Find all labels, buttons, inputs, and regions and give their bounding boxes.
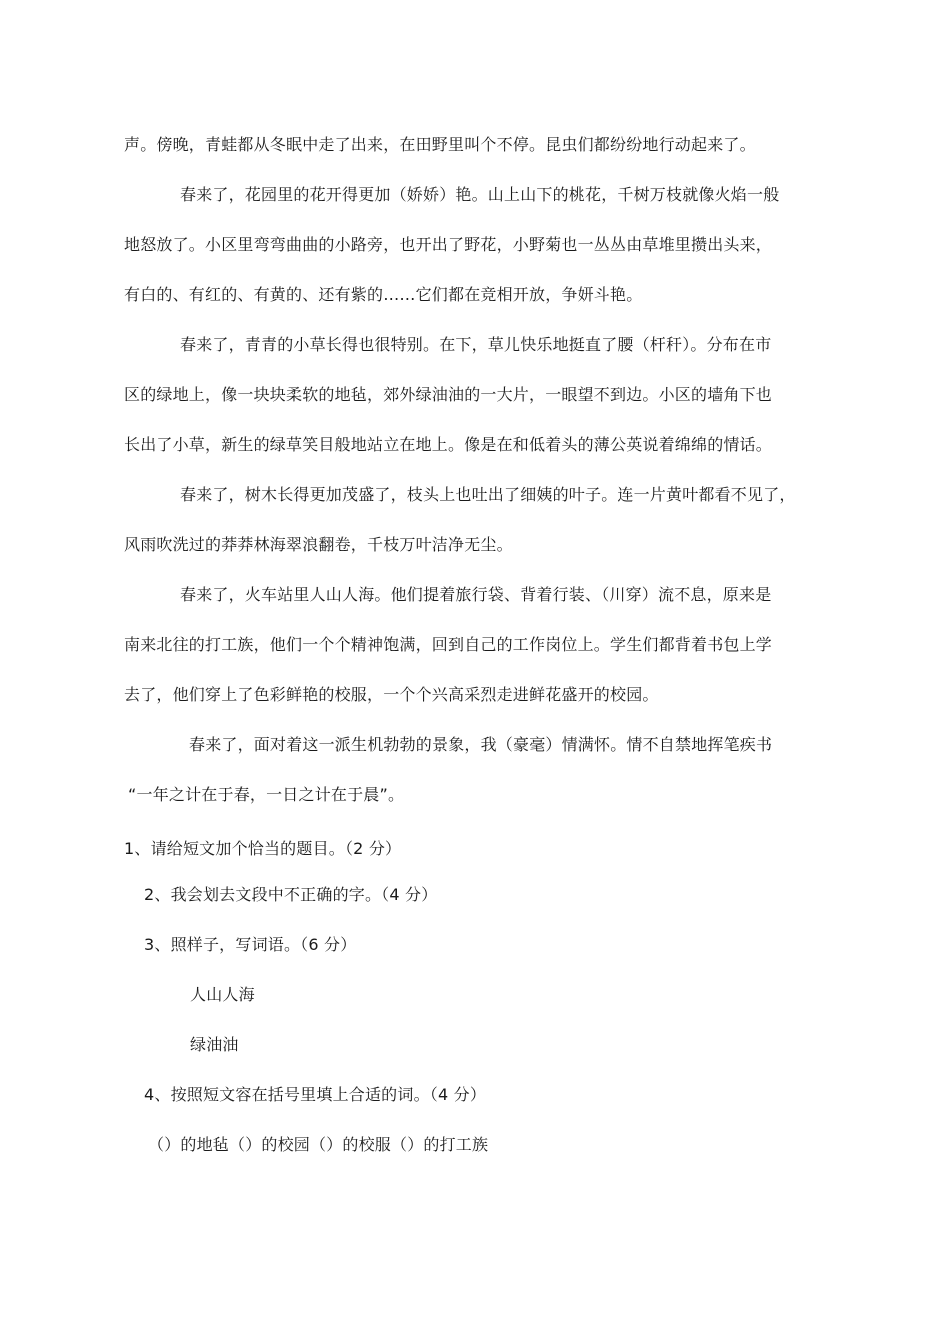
paragraph-2-line-1: 春来了，花园里的花开得更加（娇娇）艳。山上山下的桃花，千树万枝就像火焰一般: [180, 185, 780, 204]
paragraph-2-line-3: 有白的、有红的、有黄的、还有紫的……它们都在竞相开放，争妍斗艳。: [124, 285, 643, 304]
paragraph-2-line-2: 地怒放了。小区里弯弯曲曲的小路旁，也开出了野花，小野菊也一丛丛由草堆里攒出头来，: [124, 235, 773, 254]
question-2: 2、我会划去文段中不正确的字。（4 分）: [144, 885, 438, 904]
question-3: 3、照样子，写词语。（6 分）: [144, 935, 357, 954]
paragraph-5-line-2: 南来北往的打工族，他们一个个精神饱满，回到自己的工作岗位上。学生们都背着书包上学: [124, 635, 773, 654]
paragraph-3-line-2: 区的绿地上，像一块块柔软的地毡，郊外绿油油的一大片，一眼望不到边。小区的墙角下也: [124, 385, 773, 404]
paragraph-3-line-3: 长出了小草，新生的绿草笑目般地站立在地上。像是在和低着头的薄公英说着绵绵的情话。: [124, 435, 773, 454]
question-4: 4、按照短文容在括号里填上合适的词。（4 分）: [144, 1085, 487, 1104]
paragraph-6-line-1: 春来了，面对着这一派生机勃勃的景象，我（豪毫）情满怀。情不自禁地挥笔疾书: [189, 735, 773, 754]
paragraph-1-line-1: 声。傍晚，青蛙都从冬眠中走了出来，在田野里叫个不停。昆虫们都纷纷地行动起来了。: [124, 135, 756, 154]
question-4-blanks: （）的地毡（）的校园（）的校服（）的打工族: [148, 1135, 489, 1154]
paragraph-5-line-1: 春来了，火车站里人山人海。他们提着旅行袋、背着行装、（川穿）流不息，原来是: [180, 585, 772, 604]
paragraph-5-line-3: 去了，他们穿上了色彩鲜艳的校服，一个个兴高采烈走进鲜花盛开的校园。: [124, 685, 659, 704]
paragraph-4-line-2: 风雨吹洗过的莽莽林海翠浪翻卷，千枝万叶洁净无尘。: [124, 535, 513, 554]
question-3-example-1: 人山人海: [190, 985, 255, 1004]
paragraph-4-line-1: 春来了，树木长得更加茂盛了，枝头上也吐出了细姨的叶子。连一片黄叶都看不见了，: [180, 485, 796, 504]
question-3-example-2: 绿油油: [190, 1035, 239, 1054]
question-1: 1、请给短文加个恰当的题目。（2 分）: [124, 839, 402, 858]
paragraph-3-line-1: 春来了，青青的小草长得也很特别。在下，草儿快乐地挺直了腰（杆秆）。分布在市: [180, 335, 772, 354]
paragraph-6-line-2: “一年之计在于春，一日之计在于晨”。: [128, 785, 405, 804]
